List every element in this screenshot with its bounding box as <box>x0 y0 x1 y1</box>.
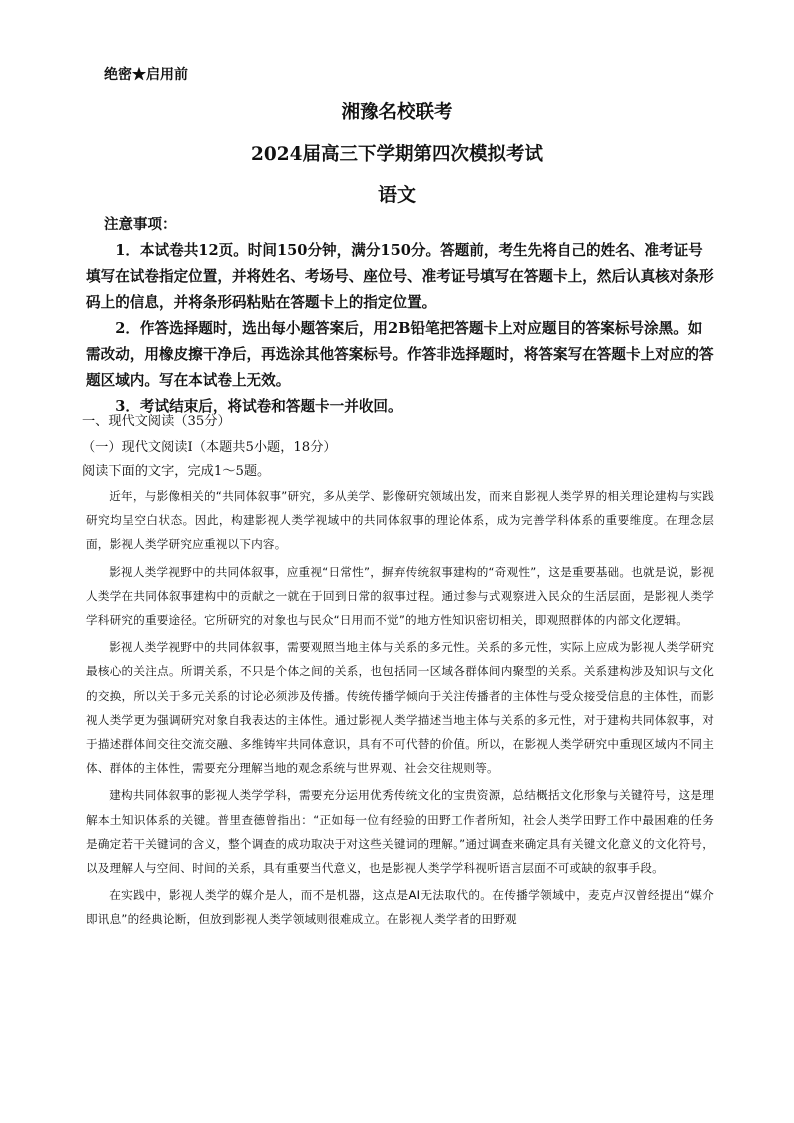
exam-org-title: 湘豫名校联考 <box>341 102 453 123</box>
reading-passage <box>86 484 714 935</box>
notice-item: 3．考试结束后，将试卷和答题卡一并收回。 <box>115 398 403 415</box>
notice-item: 1．本试卷共12页。时间150分钟，满分150分。答题前，考生先将自己的姓名、准考证号填写在试卷指定位置，并将姓名、考场号、座位号、准考证号填写在答题卡上，然后认真核对条形码上的信息，并将条形码粘贴在答题卡上的指定位置。 <box>86 242 714 311</box>
subject-title: 语文 <box>377 184 416 206</box>
passage-paragraph: 影视人类学视野中的共同体叙事，需要观照当地主体与关系的多元性。关系的多元性，实际上应成为影视人类学研究最核心的关注点。所谓关系，不只是个体之间的关系，也包括同一区域各群体间内聚型的关系。关系建构涉及知识与文化的交换，所以关于多元关系的讨论必须涉及传播。传统传播学倾向于关注传播者的主体性与受众接受信息的主体性，而影视人类学更为强调研究对象自我表达的主体性。通过影视人类学描述当地主体与关系的多元性，对于建构共同体叙事，对于描述群体间交往交流交融、多维铸牢共同体意识，具有不可代替的价值。所以，在影视人类学研究中重现区域内不同主体、群体的主体性，需要充分理解当地的观念系统与世界观、社会交往规则等。 <box>86 640 714 776</box>
sub-heading: （一）现代文阅读Ⅰ（本题共5小题，18分） <box>82 440 337 455</box>
confidential-label: 绝密★启用前 <box>104 67 188 83</box>
part-heading: 一、现代文阅读（35分） <box>82 414 231 429</box>
notice-heading: 注意事项： <box>104 216 177 233</box>
passage-paragraph: 近年，与影像相关的“共同体叙事”研究，多从美学、影像研究领域出发，而来自影视人类学界的相关理论建构与实践研究均呈空白状态。因此，构建影视人类学视域中的共同体叙事的理论体系，成为完善学科体系的重要维度。在理念层面，影视人类学研究应重视以下内容。 <box>86 489 714 552</box>
notice-list <box>86 238 714 420</box>
reading-instruction: 阅读下面的文字，完成1～5题。 <box>82 464 271 479</box>
notice-item: 2．作答选择题时，选出每小题答案后，用2B铅笔把答题卡上对应题目的答案标号涂黑。如需改动，用橡皮擦干净后，再选涂其他答案标号。作答非选择题时，将答案写在答题卡上对应的答题区域内。写在本试卷上无效。 <box>86 320 714 389</box>
passage-paragraph: 建构共同体叙事的影视人类学学科，需要充分运用优秀传统文化的宝贵资源，总结概括文化形象与关键符号，这是理解本土知识体系的关键。普里查德曾指出：“正如每一位有经验的田野工作者所知，社会人类学田野工作中最困难的任务是确定若干关键词的含义，整个调查的成功取决于对这些关键词的理解。”通过调查来确定具有关键文化意义的文化符号，以及理解人与空间、时间的关系，具有重要当代意义，也是影视人类学学科视听语言层面不可或缺的叙事手段。 <box>86 788 714 876</box>
passage-paragraph: 影视人类学视野中的共同体叙事，应重视“日常性”，摒弃传统叙事建构的“奇观性”，这是重要基础。也就是说，影视人类学在共同体叙事建构中的贡献之一就在于回到日常的叙事过程。通过参与式观察进入民众的生活层面，是影视人类学学科研究的重要途径。它所研究的对象也与民众“日用而不觉”的地方性知识密切相关，即观照群体的内部文化逻辑。 <box>86 564 714 628</box>
exam-title: 2024届高三下学期第四次模拟考试 <box>251 144 543 165</box>
passage-paragraph: 在实践中，影视人类学的媒介是人，而不是机器，这点是AI无法取代的。在传播学领域中，麦克卢汉曾经提出“媒介即讯息”的经典论断，但放到影视人类学领域则很难成立。在影视人类学者的田野观 <box>86 888 714 927</box>
